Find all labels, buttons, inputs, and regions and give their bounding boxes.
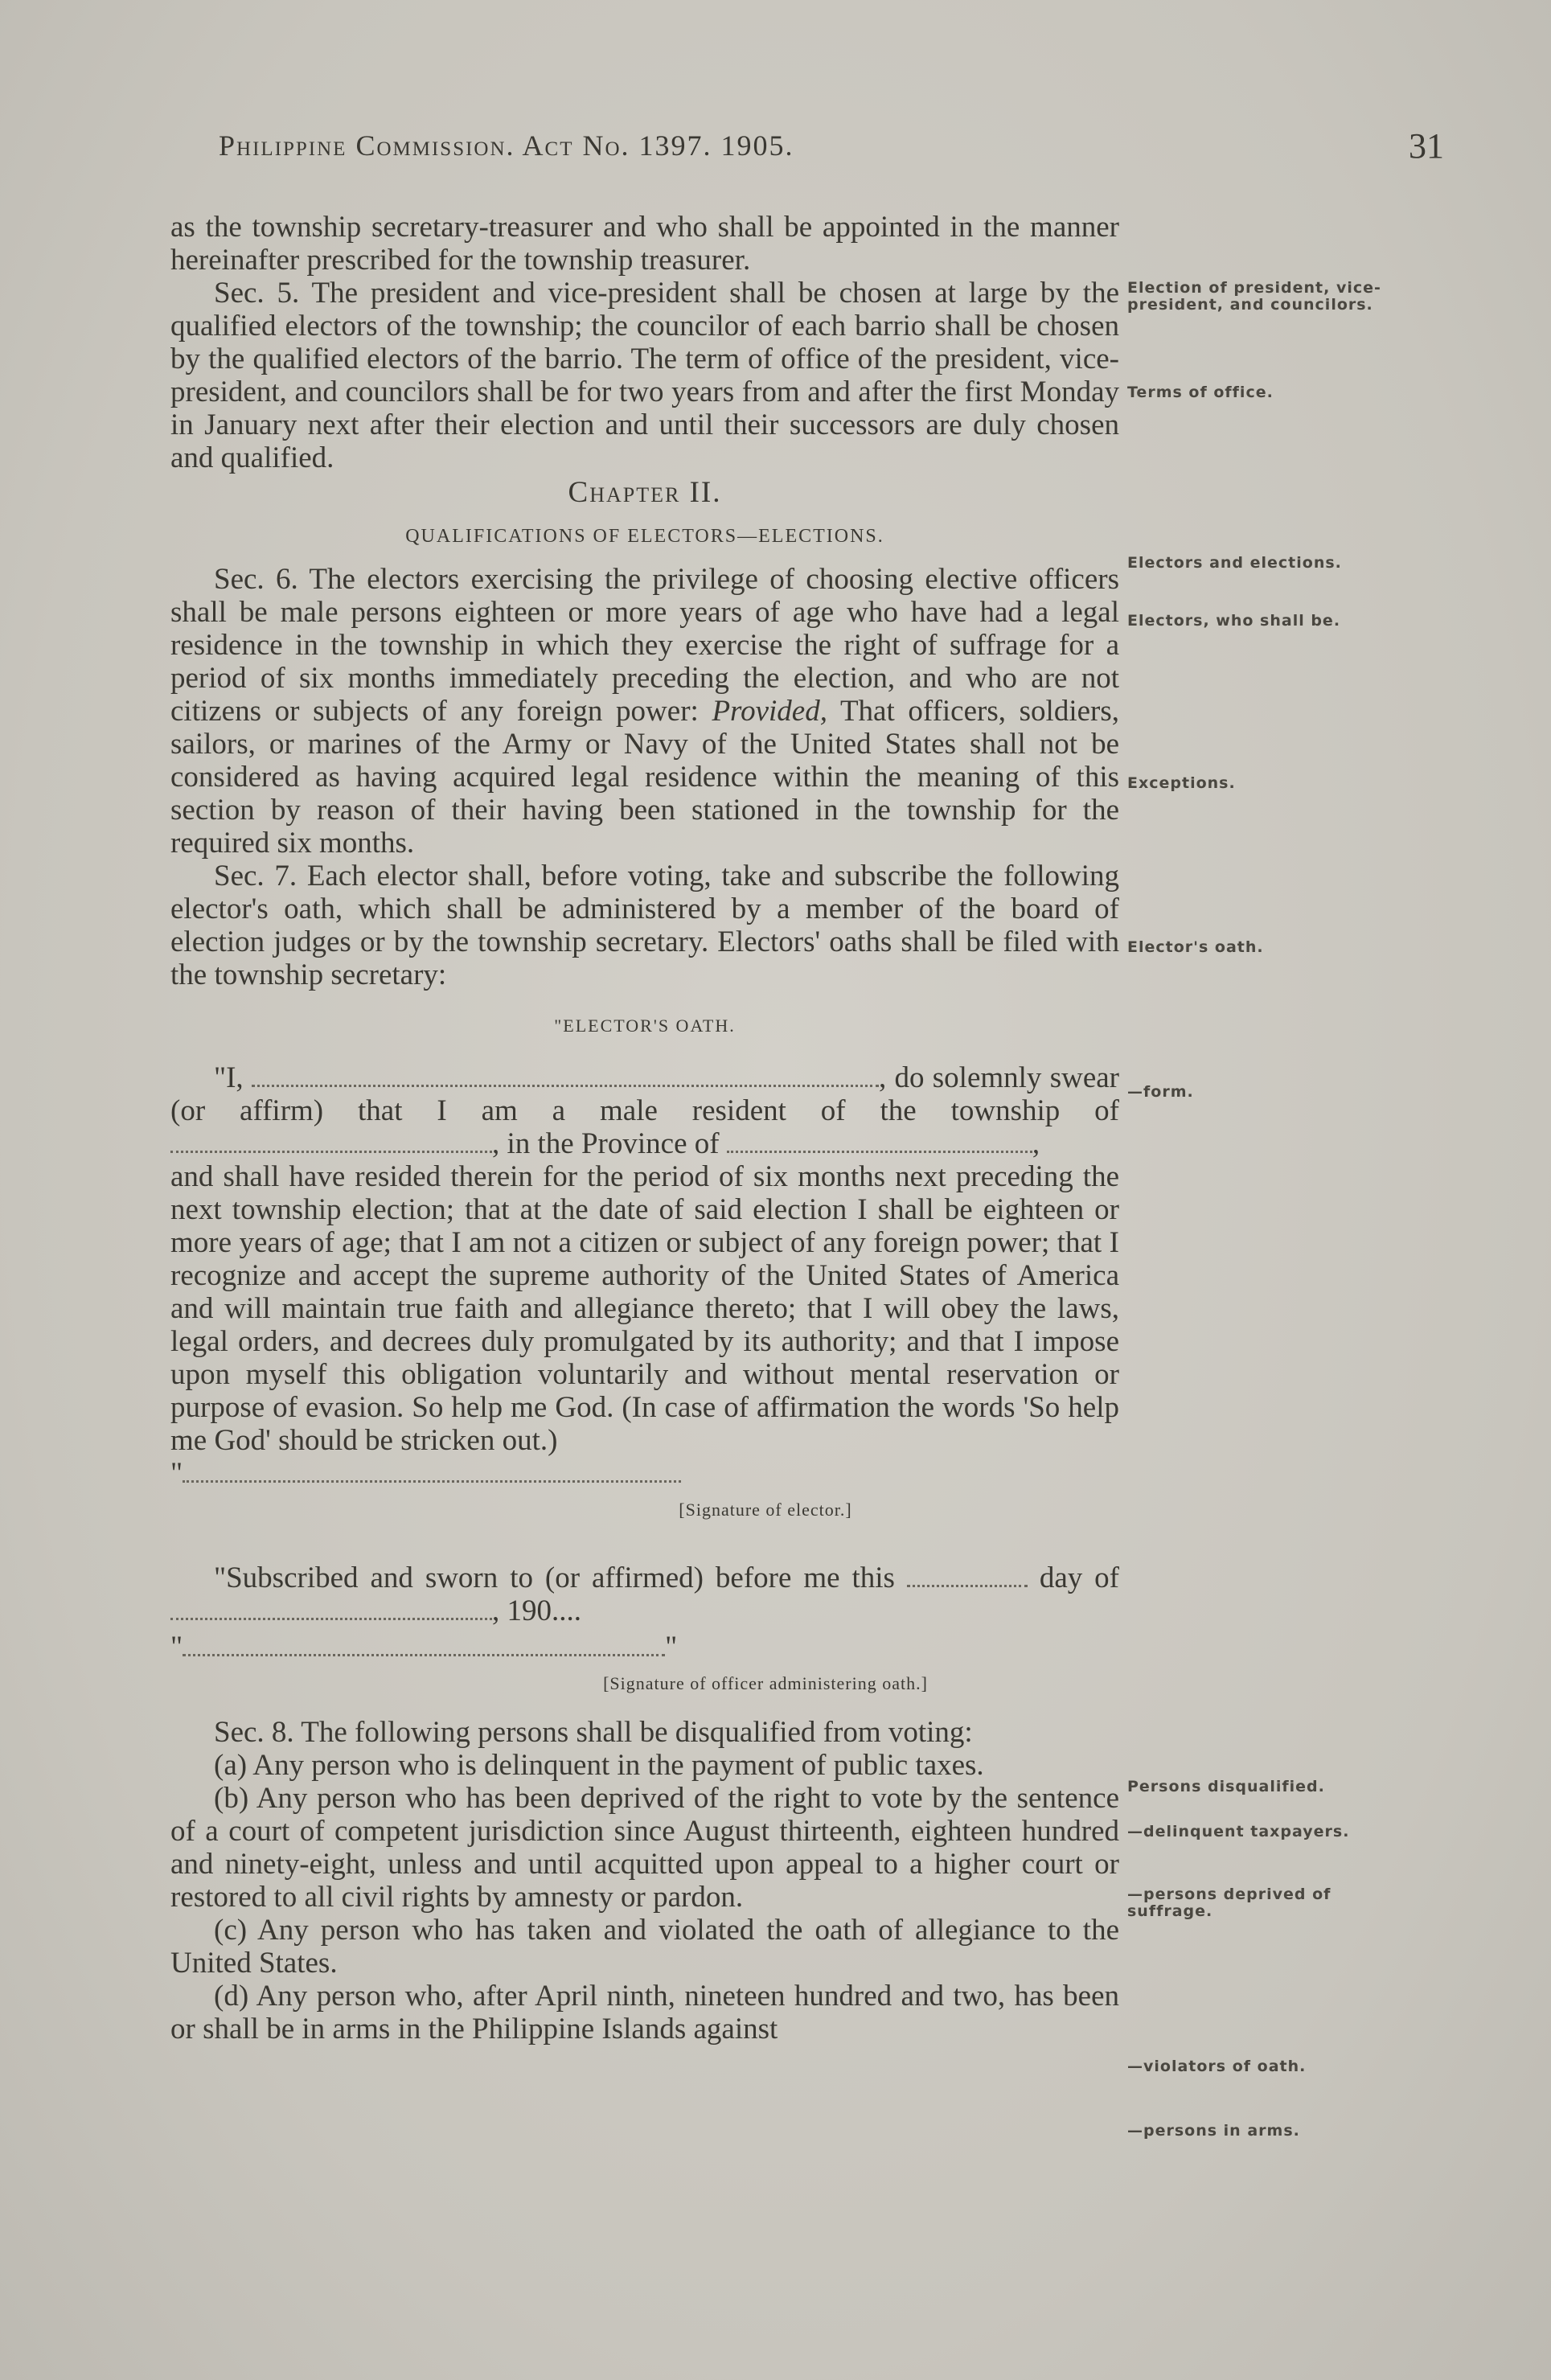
section-8: Sec. 8. The following persons shall be disqualified from voting:: [214, 1716, 973, 1749]
oath-heading: "ELECTOR'S OATH.: [554, 1016, 736, 1036]
chapter-heading: Chapter II.: [568, 476, 722, 509]
township-blank: [170, 1128, 492, 1153]
margin-note-election: Election of president, vice-president, and councilors.: [1127, 279, 1381, 314]
main-text: [170, 211, 1119, 2046]
margin-note-exceptions: Exceptions.: [1127, 774, 1236, 792]
elector-signature-line: [170, 1457, 1119, 1490]
margin-note-disqualified: Persons disqualified.: [1127, 1778, 1325, 1795]
section-6-text-a: Sec. 6. The electors exercising the privilege of choosing elective officers shall be male persons eighteen or more years of age who have had a legal residence in the township in which they exercise the right of suffrage for a period of six months immediately preceding the election, and who are not citizens or subjects of any foreign power:: [170, 563, 1119, 728]
name-blank: [252, 1062, 879, 1087]
close-quote: ": [665, 1631, 678, 1664]
margin-note-delinquent: —delinquent taxpayers.: [1127, 1823, 1350, 1840]
oath-i: "I,: [214, 1061, 244, 1094]
open-quote-2: ": [170, 1631, 183, 1664]
margin-note-oath: Elector's oath.: [1127, 938, 1264, 956]
province-blank: [727, 1128, 1032, 1153]
section-6: [170, 563, 1119, 860]
margin-note-form: —form.: [1127, 1083, 1194, 1101]
item-a: (a) Any person who is delinquent in the payment of public taxes.: [214, 1749, 984, 1782]
item-c: (c) Any person who has taken and violated the oath of allegiance to the United States.: [170, 1914, 1119, 1980]
day-blank: [907, 1562, 1028, 1587]
open-quote-1: ": [170, 1457, 183, 1490]
oath-comma: ,: [1032, 1127, 1040, 1160]
officer-signature-blank: [183, 1631, 665, 1656]
year-text: , 190....: [492, 1594, 581, 1627]
day-of: day of: [1039, 1561, 1120, 1594]
chapter-title: QUALIFICATIONS OF ELECTORS—ELECTIONS.: [405, 526, 884, 547]
margin-note-arms: —persons in arms.: [1127, 2122, 1300, 2140]
section-6-text-b: That officers, soldiers, sailors, or marines of the Army or Navy of the United States shall not be considered as having acquired legal residence within the meaning of this section by reason of their having been stationed in the township for the required six months.: [170, 695, 1119, 860]
elector-signature-caption: [Signature of elector.]: [679, 1500, 852, 1520]
margin-note-electors-elections: Electors and elections.: [1127, 554, 1342, 572]
oath-province: , in the Province of: [492, 1127, 720, 1160]
officer-signature-line: [170, 1631, 1119, 1664]
oath-solemnly: , do solemnly swear (or affirm) that I am a male resident of the township of: [170, 1061, 1119, 1127]
margin-note-deprived: —persons deprived of suffrage.: [1127, 1886, 1331, 1920]
running-header: Philippine Commission. Act No. 1397. 1905.: [219, 129, 794, 162]
page-number: 31: [1409, 126, 1444, 166]
provided-word: Provided,: [712, 695, 827, 728]
section-5: Sec. 5. The president and vice-president shall be chosen at large by the qualified electors of the township; the councilor of each barrio shall be chosen by the qualified electors of the barrio. The term of office of the president, vice-president, and councilors shall be for two years from and after the first Monday in January next after their election and until their successors are duly chosen and qualified.: [170, 277, 1119, 474]
paragraph-continuation: as the township secretary-treasurer and who shall be appointed in the manner hereinafter prescribed for the township treasurer.: [170, 211, 1119, 277]
margin-note-terms: Terms of office.: [1127, 384, 1274, 401]
month-blank: [170, 1595, 492, 1620]
margin-note-electors-who: Electors, who shall be.: [1127, 612, 1341, 630]
section-7: Sec. 7. Each elector shall, before voting, take and subscribe the following elector's oath, which shall be administered by a member of the board of election judges or by the township secretary. Electors' oaths shall be filed with the township secretary:: [170, 860, 1119, 991]
item-b: (b) Any person who has been deprived of the right to vote by the sentence of a court of competent jurisdiction since August thirteenth, eighteen hundred and ninety-eight, unless and until acquitted upon appeal to a higher court or restored to all civil rights by amnesty or pardon.: [170, 1782, 1119, 1914]
subscribed-line: [170, 1561, 1119, 1627]
item-d: (d) Any person who, after April ninth, nineteen hundred and two, has been or shall be in arms in the Philippine Islands against: [170, 1980, 1119, 2046]
oath-body: and shall have resided therein for the period of six months next preceding the next township election; that at the date of said election I shall be eighteen or more years of age; that I am not a citizen or subject of any foreign power; that I recognize and accept the supreme authority of the United States of America and will maintain true faith and allegiance thereto; that I will obey the laws, legal orders, and decrees duly promulgated by its authority; and that I impose upon myself this obligation voluntarily and without mental reservation or purpose of evasion. So help me God. (In case of affirmation the words 'So help me God' should be stricken out.): [170, 1160, 1119, 1457]
oath-opening: [170, 1061, 1119, 1160]
officer-signature-caption: [Signature of officer administering oath.]: [603, 1673, 928, 1693]
subscribed-text: "Subscribed and sworn to (or affirmed) before me this: [214, 1561, 895, 1594]
elector-signature-blank: [183, 1458, 681, 1483]
margin-note-violators: —violators of oath.: [1127, 2058, 1307, 2075]
